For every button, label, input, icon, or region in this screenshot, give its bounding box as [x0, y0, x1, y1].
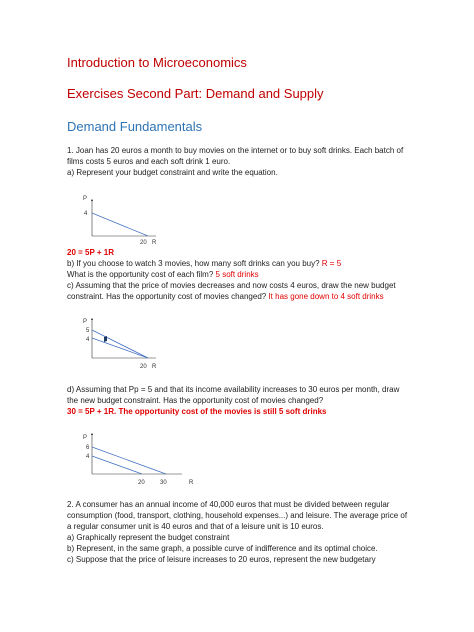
ex1-line1: 1. Joan has 20 euros a month to buy movies on the internet or to buy soft drinks. Each batch of: [67, 146, 404, 155]
ex1-c-question: constraint. Has the opportunity cost of movies changed?: [67, 292, 269, 301]
ex2-line3: a regular consumer unit is 40 euros and that of a leisure unit is 10 euros.: [67, 522, 324, 531]
graph3-y-tick-bottom: 4: [86, 454, 90, 460]
budget-graph-1: [80, 190, 180, 250]
graph3-x-tick-left: 20: [138, 480, 145, 486]
ex1-b-answer: R = 5: [321, 259, 342, 268]
ex1-d-answer: 30 = 5P + 1R. The opportunity cost of the movies is still 5 soft drinks: [67, 407, 327, 416]
graph2-y-tick-top: 5: [86, 328, 90, 334]
ex1-line3: a) Represent your budget constraint and write the equation.: [67, 168, 278, 177]
ex1-opp-line: [67, 270, 259, 280]
ex1-c-line1: c) Assuming that the price of movies decreases and now costs 4 euros, draw the new budget: [67, 281, 396, 290]
ex1-b-question: b) If you choose to watch 3 movies, how many soft drinks can you buy?: [67, 259, 322, 268]
ex1-opp-question: What is the opportunity cost of each film?: [67, 270, 216, 279]
graph2-y-tick-bottom: 4: [86, 337, 90, 343]
budget-graph-2: [80, 313, 180, 375]
ex1-opp-answer: 5 soft drinks: [215, 270, 259, 279]
ex1-equation: 20 = 5P + 1R: [67, 248, 114, 257]
ex1-c-answer: It has gone down to 4 soft drinks: [268, 292, 384, 301]
ex2-line1: 2. A consumer has an annual income of 40,000 euros that must be divided between regular: [67, 500, 390, 509]
graph3-x-tick-right: 30: [160, 480, 167, 486]
ex1-d-line1: d) Assuming that Pp = 5 and that its income availability increases to 30 euros per month, draw: [67, 385, 400, 394]
ex2-line2: consumption (food, transport, clothing, household expenses...) and leisure. The average price of: [67, 511, 408, 520]
graph2-x-tick: 20: [140, 364, 147, 370]
section-title: Demand Fundamentals: [67, 119, 203, 134]
budget-graph-3: [80, 428, 210, 490]
graph1-y-tick: 4: [84, 211, 88, 217]
course-title: Introduction to Microeconomics: [67, 55, 247, 70]
graph2-y-axis-label: P: [83, 319, 88, 325]
ex2-line6: c) Suppose that the price of leisure increases to 20 euros, represent the new budgetary: [67, 555, 376, 564]
ex1-c-line2: [67, 292, 384, 302]
ex1-b-line: [67, 259, 341, 269]
ex2-line4: a) Graphically represent the budget constraint: [67, 533, 230, 542]
graph3-y-tick-top: 6: [86, 445, 90, 451]
graph3-x-axis-label: R: [189, 480, 194, 486]
exercises-title: Exercises Second Part: Demand and Supply: [67, 86, 324, 101]
graph3-y-axis-label: P: [83, 435, 88, 441]
ex2-line5: b) Represent, in the same graph, a possible curve of indifference and its optimal choice.: [67, 544, 378, 553]
graph1-x-axis-label: R: [152, 240, 157, 246]
graph1-y-axis-label: P: [83, 196, 88, 202]
ex1-d-line2: the new budget constraint. Has the opportunity cost of movies changed?: [67, 396, 324, 405]
ex1-line2: films costs 5 euros and each soft drink 1 euro.: [67, 157, 231, 166]
graph1-x-tick: 20: [140, 240, 147, 246]
graph2-x-axis-label: R: [152, 364, 157, 370]
